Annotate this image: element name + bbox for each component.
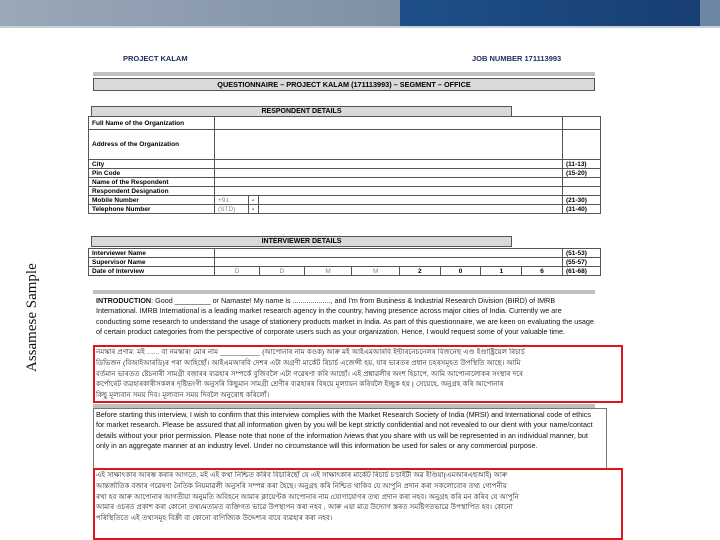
side-label: Assamese Sample [24, 263, 40, 372]
respondent-name-field[interactable] [215, 178, 563, 187]
pin-code-field[interactable] [215, 169, 563, 178]
row-code [563, 187, 601, 196]
assamese-intro [96, 348, 596, 402]
top-banner [0, 0, 720, 26]
mobile-prefix: +91 [215, 196, 249, 205]
supervisor-name-field[interactable] [215, 258, 563, 267]
assamese-consent [96, 471, 596, 537]
row-label: Name of the Respondent [89, 178, 215, 187]
row-code [563, 178, 601, 187]
table-row [89, 187, 601, 196]
row-label: Supervisor Name [89, 258, 215, 267]
row-code: (15-20) [563, 169, 601, 178]
date-cell[interactable]: 0 [440, 267, 481, 276]
assamese-line: কৰ্পোৰেট ব্যৱহাৰকাৰীসকলৰ দৃষ্টিভংগী অনুসৰি কিছুমান সামগ্ৰী শ্ৰেণীৰ ব্যৱহাৰৰ বিষয়ে মূল্যায়ন কৰিবলৈ ইচ্ছুক হয় | সেয়েহে, অনুগ্ৰহ কৰি আপোনাৰ [96, 381, 504, 389]
banner-left-band [0, 0, 400, 26]
respondent-designation-field[interactable] [215, 187, 563, 196]
organization-name-field[interactable] [215, 117, 563, 130]
interviewer-name-field[interactable] [215, 249, 563, 258]
mobile-dash: - [249, 196, 259, 205]
row-label: Telephone Number [89, 205, 215, 214]
telephone-dash: - [249, 205, 259, 214]
assamese-line: কিছু মূল্যবান সময় দিব। মূল্যবান সময় দিবলৈ অনুৰোধ কৰিলোঁ। [96, 392, 270, 400]
assamese-line: পৰিস্থিতিতে এই তথ্যসমূহ বিক্ৰী বা কোনো বাণিজ্যিক উদ্দেশ্যৰ বাবে ব্যৱহাৰ কৰা নহব। [96, 515, 333, 523]
row-code: (21-30) [563, 196, 601, 205]
respondent-details-heading: RESPONDENT DETAILS [91, 106, 512, 117]
table-row [89, 196, 601, 205]
table-row [89, 178, 601, 187]
introduction-lead: INTRODUCTION [96, 296, 152, 305]
introduction-text: : Good _________ or Namaste! My name is ..................., and I'm from Business & Industrial Research Division (BIRD) of IMRB International. IMRB International is a leading market research agency in the country, having presence across major cities of India. Currently we are conducting some research to understand the usage of stationery products market in India. As part of this questionnaire, we are keen on evaluating the usage of certain product categories from the perspective of corporate users such as your organization. Hence, I would request some of your valuable time. [96, 296, 594, 337]
row-code [563, 130, 601, 160]
organization-address-field[interactable] [215, 130, 563, 160]
consent-paragraph: Before starting this interview, I wish to confirm that this interview complies with the Market Research Society of India (MRSI) and International code of ethics for market research. Please be assured that all information given by you will be kept strictly confidential and not revealed to our dient with your name/contact details without your prior permission. Please note that none of the information /views that you share with us will be represented in an individual manner, but only in an aggregate manner at an industry level. Under no circumstance will this information be used for sales or any commercial purpose. [96, 410, 593, 451]
row-label: Mobile Number [89, 196, 215, 205]
assamese-line: আমাৰ ওচৰত প্ৰকাশ কৰা কোনো তথ্য/মতামত ব্যক্তিগত ভাৱে উপস্থাপন কৰা নহব , আৰু এয়া মাত্ৰ উদ্যোগ স্তৰত সমষ্টিগতভাৱে উপস্থাপিত হব। কোনো [96, 504, 513, 512]
project-title: PROJECT KALAM [123, 54, 188, 63]
row-label: Date of Interview [89, 267, 215, 276]
table-row [89, 258, 601, 267]
assamese-line: বৰ্তমান ভাৰতত ষ্টেচনাৰী সামগ্ৰী বজাৰৰ ব্যৱহাৰ সম্পৰ্কে বুজিবলৈ এটা গৱেষণা কৰি আছোঁ। এই প্ৰশ্নাৱলীৰ অংশ হিচাপে, আমি আপোনালোকৰ সংস্থাৰ দৰে [96, 370, 524, 378]
job-number: JOB NUMBER 171113993 [472, 54, 562, 63]
row-code: (11-13) [563, 160, 601, 169]
date-cell[interactable]: 6 [522, 267, 563, 276]
assamese-line: ডিভিজন (বিআইআৰডি)ৰ পৰা আহিছোঁ। আইএমআৰবি দেশৰ এটা অগ্ৰণী মাৰ্কেট ৰিচাৰ্চ এজেন্সী হয়, যাৰ ভাৰতৰ প্ৰধান চহৰসমূহত উপস্থিতি আছে। আমি [96, 359, 521, 367]
table-row [89, 160, 601, 169]
row-label: Full Name of the Organization [89, 117, 215, 130]
row-label: Respondent Designation [89, 187, 215, 196]
section-rule [93, 290, 595, 294]
telephone-prefix: (STD) [215, 205, 249, 214]
interviewer-details-heading: INTERVIEWER DETAILS [91, 236, 512, 247]
row-label: City [89, 160, 215, 169]
assamese-line: ৰখা হব আৰু আপোনাৰ আগতীয়া অনুমতি অবিহনে আমাৰ ক্লায়েণ্টক আপোনাৰ নাম /যোগাযোগৰ তথ্য প্ৰদান কৰা নহব। অনুগ্ৰহ কৰি মন কৰিব যে আপুনি [96, 493, 519, 501]
assamese-line: নমস্কাৰ প্ৰণাম: মই ...... বা নমস্কাৰ! মোৰ নাম __________ (আপোনাৰ নাম কওক) আৰু মই আইএমআৰবি ইন্টাৰনেচনেলৰ বিজনেছ এণ্ড ইণ্ডাষ্ট্ৰিয়েল ৰিচাৰ্চ [96, 349, 525, 356]
introduction-paragraph [96, 296, 596, 346]
date-cell[interactable]: D [259, 267, 304, 276]
row-code: (61-68) [563, 267, 601, 276]
date-cell[interactable]: 2 [400, 267, 441, 276]
row-code: (31-40) [563, 205, 601, 214]
table-row [89, 117, 601, 130]
banner-right-band [400, 0, 700, 26]
respondent-table [88, 116, 601, 214]
date-cell[interactable]: 1 [481, 267, 522, 276]
row-code [563, 117, 601, 130]
row-code: (55-57) [563, 258, 601, 267]
row-label: Interviewer Name [89, 249, 215, 258]
date-cell[interactable]: M [304, 267, 352, 276]
interviewer-table [88, 248, 601, 276]
assamese-line: এই সাক্ষাৎকাৰ আৰম্ভ কৰাৰ আগতে, মই এই কথা নিশ্চিত কৰিব বিচাৰিছোঁ যে এই সাক্ষাৎকাৰ মাৰ্কেট ৰিচাৰ্চ চ'চাইটী অৱ ইণ্ডিয়া(এমআৰএছআই) আৰু [96, 472, 508, 479]
table-row [89, 249, 601, 258]
title-top-rule [93, 72, 595, 76]
city-field[interactable] [215, 160, 563, 169]
date-cell[interactable]: M [352, 267, 400, 276]
table-row [89, 169, 601, 178]
questionnaire-document [88, 40, 624, 540]
row-label: Address of the Organization [89, 130, 215, 160]
date-cell[interactable]: D [215, 267, 260, 276]
assamese-line: আন্তৰ্জাতিক বজাৰ গৱেষণা নৈতিক নিয়মাৱলী অনুসৰি সম্পন্ন কৰা হৈছে। অনুগ্ৰহ কৰি নিশ্চিত থাকিব যে আপুনি প্ৰদান কৰা সকলোবোৰ তথ্য গোপনীয় [96, 482, 508, 490]
row-label: Pin Code [89, 169, 215, 178]
row-code: (51-53) [563, 249, 601, 258]
telephone-number-field[interactable] [259, 205, 563, 214]
table-row [89, 205, 601, 214]
banner-divider [0, 26, 720, 28]
table-row [89, 130, 601, 160]
mobile-number-field[interactable] [259, 196, 563, 205]
questionnaire-title: QUESTIONNAIRE – PROJECT KALAM (171113993) – SEGMENT – OFFICE [93, 78, 595, 91]
table-row [89, 267, 601, 276]
banner-accent [700, 0, 720, 26]
